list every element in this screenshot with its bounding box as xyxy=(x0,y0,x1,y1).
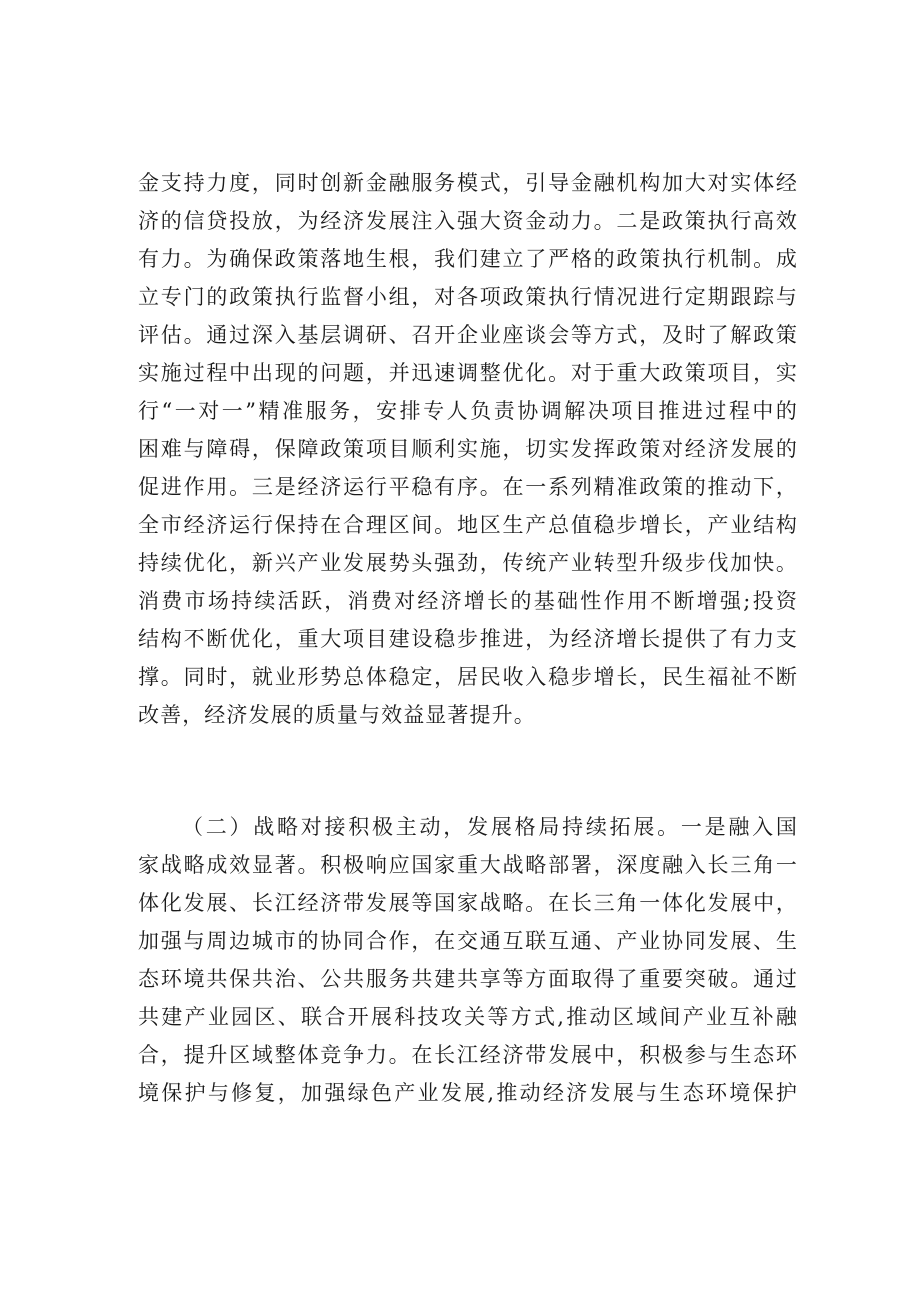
text-line: 境保护与修复，加强绿色产业发展,推动经济发展与生态环境保护 xyxy=(138,1081,798,1105)
text-line: 金支持力度，同时创新金融服务模式，引导金融机构加大对实体经 xyxy=(138,171,798,195)
text-line: 实施过程中出现的问题，并迅速调整优化。对于重大政策项目，实 xyxy=(138,361,798,385)
text-line: 全市经济运行保持在合理区间。地区生产总值稳步增长，产业结构 xyxy=(138,513,798,537)
paragraph-1 xyxy=(138,164,798,734)
text-line: 撑。同时，就业形势总体稳定，居民收入稳步增长，民生福祉不断 xyxy=(138,665,798,689)
text-line: 改善，经济发展的质量与效益显著提升。 xyxy=(138,703,536,727)
text-line: 困难与障碍，保障政策项目顺利实施，切实发挥政策对经济发展的 xyxy=(138,437,798,461)
text-line: 共建产业园区、联合开展科技攻关等方式,推动区域间产业互补融 xyxy=(138,1005,798,1029)
text-line: 消费市场持续活跃，消费对经济增长的基础性作用不断增强;投资 xyxy=(138,589,798,613)
text-line: 立专门的政策执行监督小组，对各项政策执行情况进行定期跟踪与 xyxy=(138,285,798,309)
text-line: 促进作用。三是经济运行平稳有序。在一系列精准政策的推动下， xyxy=(138,475,798,499)
text-line: 加强与周边城市的协同合作，在交通互联互通、产业协同发展、生 xyxy=(138,929,798,953)
text-line: 有力。为确保政策落地生根，我们建立了严格的政策执行机制。成 xyxy=(138,247,798,271)
text-line: 持续优化，新兴产业发展势头强劲，传统产业转型升级步伐加快。 xyxy=(138,551,798,575)
paragraph-2 xyxy=(138,808,798,1112)
text-line: 合，提升区域整体竞争力。在长江经济带发展中，积极参与生态环 xyxy=(138,1043,798,1067)
text-line: 济的信贷投放，为经济发展注入强大资金动力。二是政策执行高效 xyxy=(138,209,798,233)
section-heading-line: （二）战略对接积极主动，发展格局持续拓展。一是融入国 xyxy=(182,815,798,839)
text-line: 家战略成效显著。积极响应国家重大战略部署，深度融入长三角一 xyxy=(138,853,798,877)
text-line: 行“一对一”精准服务，安排专人负责协调解决项目推进过程中的 xyxy=(138,399,798,423)
text-line: 态环境共保共治、公共服务共建共享等方面取得了重要突破。通过 xyxy=(138,967,798,991)
text-line: 评估。通过深入基层调研、召开企业座谈会等方式，及时了解政策 xyxy=(138,323,798,347)
text-line: 体化发展、长江经济带发展等国家战略。在长三角一体化发展中， xyxy=(138,891,798,915)
text-line: 结构不断优化，重大项目建设稳步推进，为经济增长提供了有力支 xyxy=(138,627,798,651)
